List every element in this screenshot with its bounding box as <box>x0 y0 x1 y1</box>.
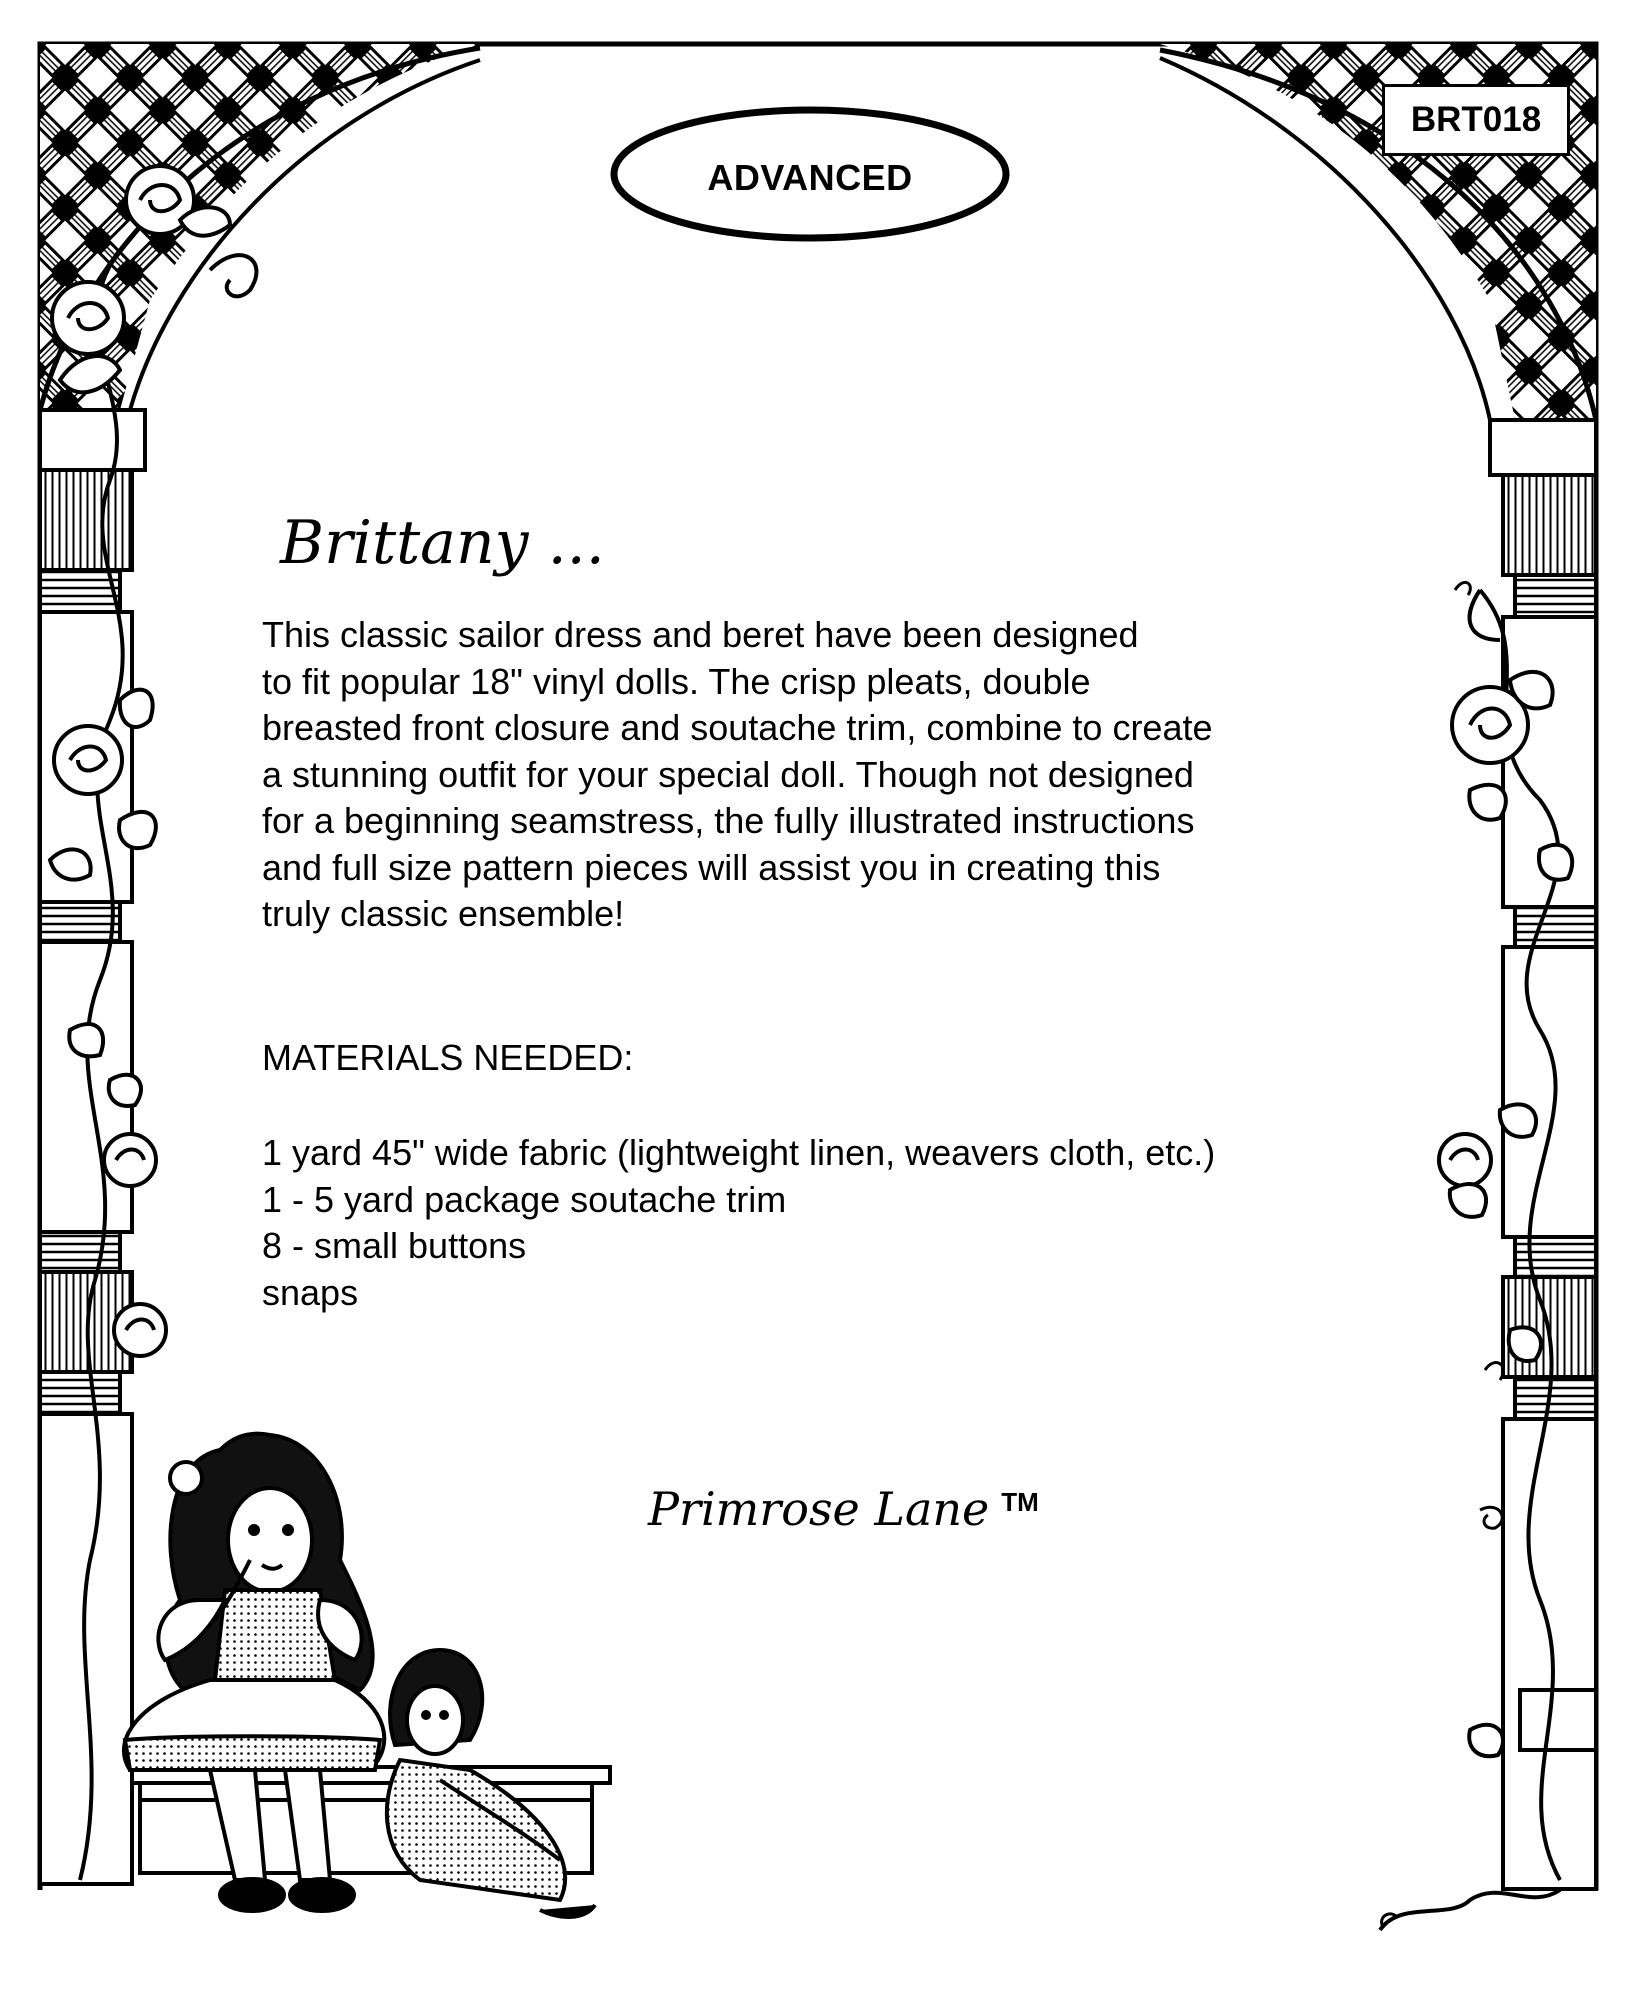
description-line: breasted front closure and soutache trim, combine to create <box>262 707 1213 748</box>
pattern-code: BRT018 <box>1410 100 1542 139</box>
description-line: for a beginning seamstress, the fully illustrated instructions <box>262 800 1195 841</box>
description-line: to fit popular 18" vinyl dolls. The crisp pleats, double <box>262 660 1091 702</box>
pattern-code-box <box>1382 84 1570 156</box>
description <box>262 612 1342 938</box>
brand-name: Primrose Lane <box>648 1482 990 1536</box>
materials-item: 1 - 5 yard package soutache trim <box>262 1178 787 1220</box>
skill-level-label: ADVANCED <box>707 157 913 198</box>
materials-list <box>262 1130 1215 1316</box>
description-line: a stunning outfit for your special doll. Though not designed <box>262 753 1194 795</box>
brand-signature <box>648 1482 1039 1536</box>
trademark-mark: TM <box>1001 1487 1039 1517</box>
materials-item: snaps <box>262 1271 359 1313</box>
pattern-title: Brittany ... <box>280 508 605 578</box>
description-line: This classic sailor dress and beret have been designed <box>262 614 1139 655</box>
skill-level-badge <box>608 103 1012 245</box>
description-line: and full size pattern pieces will assist you in creating this <box>262 846 1161 888</box>
description-line: truly classic ensemble! <box>262 893 625 934</box>
materials-item: 8 - small buttons <box>262 1225 527 1266</box>
materials-item: 1 yard 45" wide fabric (lightweight linen, weavers cloth, etc.) <box>262 1132 1216 1173</box>
materials-heading: MATERIALS NEEDED: <box>262 1037 634 1078</box>
